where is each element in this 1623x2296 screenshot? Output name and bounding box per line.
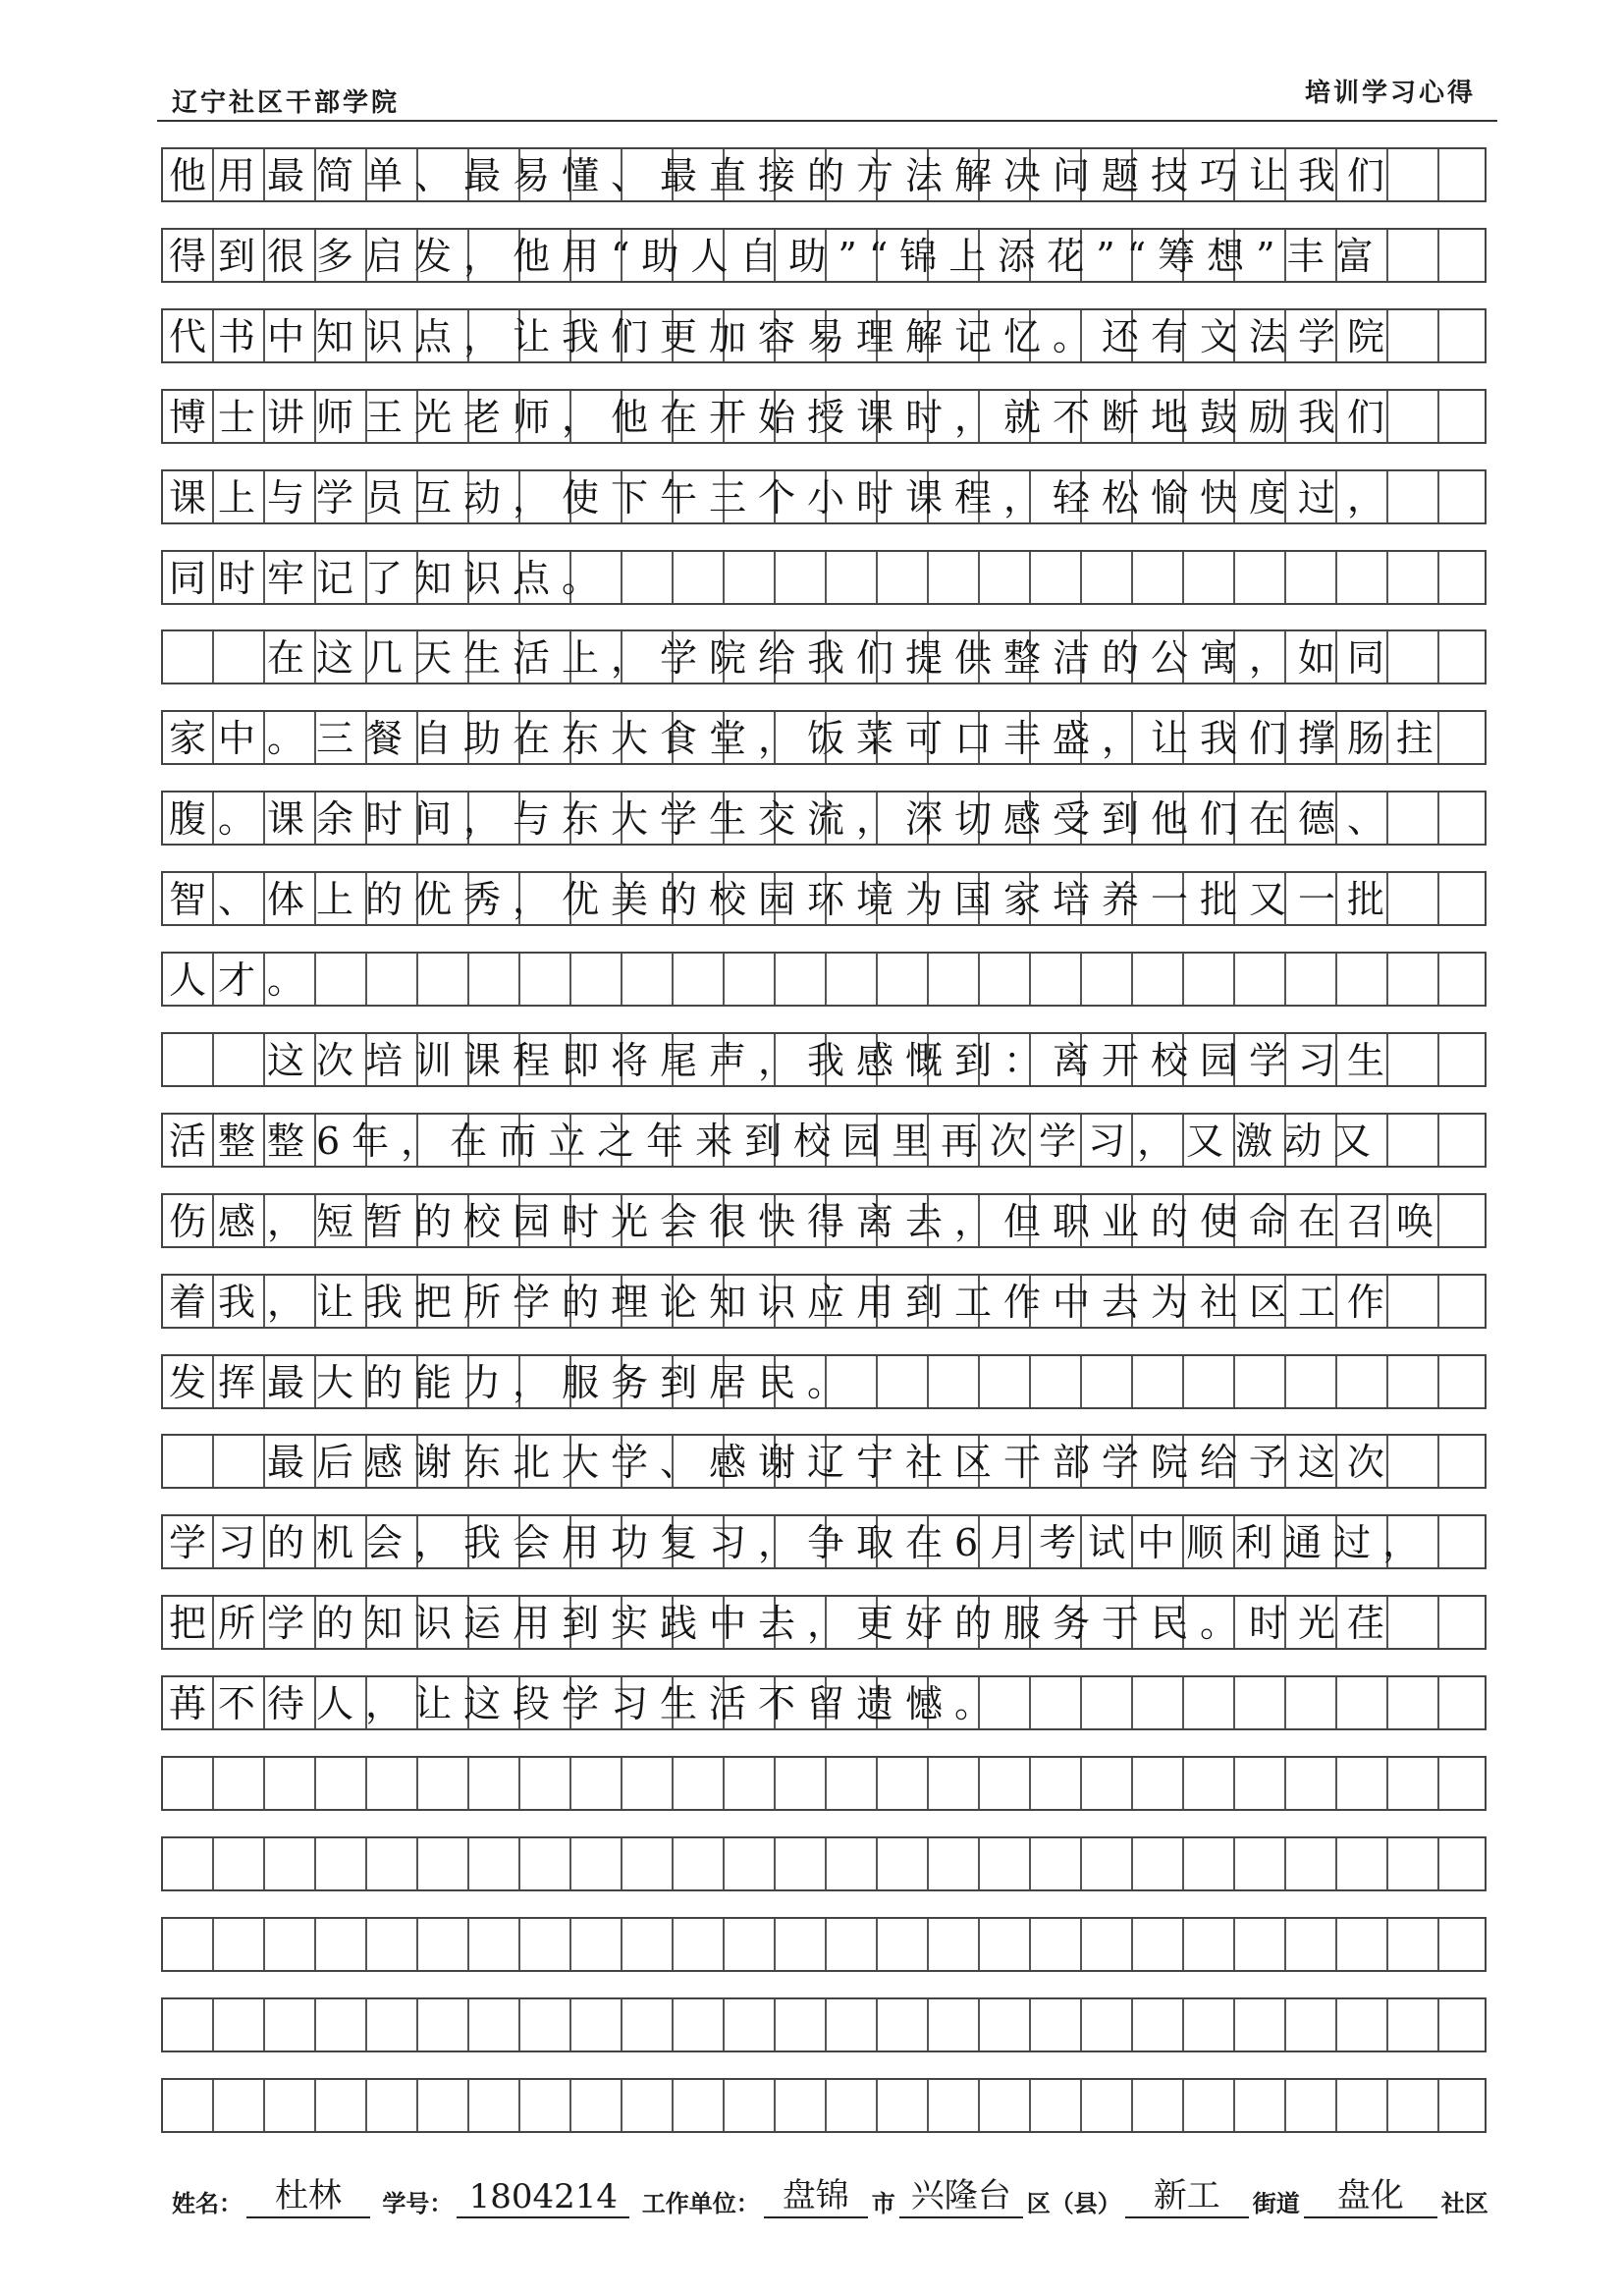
grid-row <box>161 871 1487 926</box>
grid-row <box>161 791 1487 846</box>
grid-row <box>161 1997 1487 2052</box>
handwritten-line: 把所学的知识运用到实践中去，更好的服务于民。时光荏 <box>169 1602 1397 1646</box>
grid-row <box>161 1675 1487 1730</box>
grid-row <box>161 1917 1487 1972</box>
handwritten-line: 活整整6年，在而立之年来到校园里再次学习，又激动又 <box>169 1119 1383 1163</box>
handwritten-line: 博士讲师王光老师，他在开始授课时，就不断地鼓励我们 <box>169 395 1397 439</box>
grid-row <box>161 1193 1487 1248</box>
city-value: 盘锦 <box>764 2168 868 2218</box>
grid-row <box>161 1113 1487 1168</box>
district-suffix: 区（县） <box>1026 2190 1121 2217</box>
grid-row <box>161 1595 1487 1650</box>
grid-row <box>161 952 1487 1007</box>
grid-row <box>161 2078 1487 2133</box>
id-label: 学号： <box>382 2190 454 2217</box>
district-value: 兴隆台 <box>899 2168 1023 2218</box>
unit-label: 工作单位： <box>641 2190 760 2217</box>
street-suffix: 街道 <box>1252 2190 1300 2217</box>
header-left-title: 辽宁社区干部学院 <box>172 88 401 118</box>
grid-row <box>161 1756 1487 1811</box>
grid-row <box>161 308 1487 363</box>
handwritten-line: 着我，让我把所学的理论知识应用到工作中去为社区工作 <box>169 1280 1397 1324</box>
handwritten-line: 伤感，短暂的校园时光会很快得离去，但职业的使命在召唤 <box>169 1199 1446 1243</box>
handwritten-line: 在这几天生活上，学院给我们提供整洁的公寓，如同 <box>169 636 1397 681</box>
name-value: 杜林 <box>246 2168 370 2218</box>
footer <box>172 2168 1488 2218</box>
grid-row <box>161 469 1487 524</box>
handwritten-line: 代书中知识点，让我们更加容易理解记忆。还有文法学院 <box>169 314 1397 358</box>
handwritten-line: 发挥最大的能力，服务到居民。 <box>169 1360 857 1404</box>
grid-row <box>161 710 1487 765</box>
grid-row <box>161 1032 1487 1087</box>
handwritten-line: 人才。 <box>169 958 317 1002</box>
grid-row <box>161 1514 1487 1569</box>
handwritten-line: 这次培训课程即将尾声，我感慨到：离开校园学习生 <box>169 1038 1397 1082</box>
handwritten-line: 课上与学员互动，使下午三个小时课程，轻松愉快度过， <box>169 475 1397 519</box>
grid-row <box>161 389 1487 444</box>
grid-row <box>161 228 1487 283</box>
grid-row <box>161 629 1487 684</box>
grid-row <box>161 1354 1487 1409</box>
handwritten-line: 智、体上的优秀，优美的校园环境为国家培养一批又一批 <box>169 878 1397 922</box>
community-value: 盘化 <box>1304 2168 1437 2218</box>
handwritten-line: 腹。课余时间，与东大学生交流，深切感受到他们在德、 <box>169 797 1397 842</box>
grid-row <box>161 1434 1487 1489</box>
writing-grid <box>161 147 1487 2159</box>
handwritten-line: 同时牢记了知识点。 <box>169 556 612 600</box>
handwritten-line: 学习的机会，我会用功复习，争取在6月考试中顺利通过， <box>169 1521 1433 1565</box>
handwritten-line: 得到很多启发，他用“助人自助”“锦上添花”“筹想”丰富 <box>169 234 1385 278</box>
handwritten-line: 最后感谢东北大学、感谢辽宁社区干部学院给予这次 <box>169 1441 1397 1485</box>
name-label: 姓名： <box>172 2190 243 2217</box>
header-rule <box>157 120 1497 122</box>
city-suffix: 市 <box>871 2190 895 2217</box>
street-value: 新工 <box>1125 2168 1249 2218</box>
grid-row <box>161 1274 1487 1329</box>
header-right-title: 培训学习心得 <box>1304 79 1476 108</box>
handwritten-line: 他用最简单、最易懂、最直接的方法解决问题技巧让我们 <box>169 154 1397 197</box>
community-suffix: 社区 <box>1440 2190 1488 2217</box>
grid-row <box>161 1836 1487 1891</box>
grid-row <box>161 550 1487 605</box>
handwritten-line: 家中。三餐自助在东大食堂，饭菜可口丰盛，让我们撑肠拄 <box>169 717 1446 761</box>
grid-row <box>161 147 1487 202</box>
id-value: 1804214 <box>457 2177 629 2218</box>
handwritten-line: 苒不待人，让这段学习生活不留遗憾。 <box>169 1682 1004 1726</box>
